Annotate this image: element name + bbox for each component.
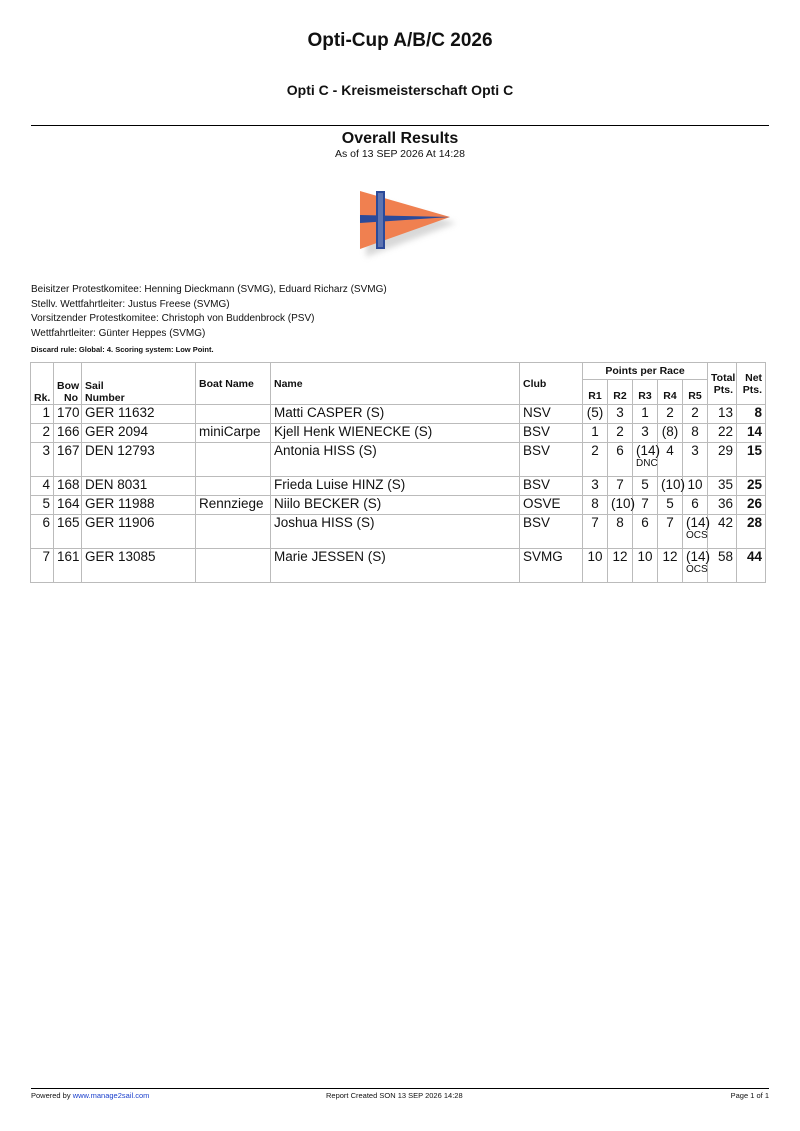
race-score-cell: [633, 549, 658, 583]
table-row: [31, 405, 766, 424]
boat-name-cell: Rennziege: [196, 496, 271, 515]
total-points-cell: 42: [708, 515, 737, 549]
bow-cell: 165: [54, 515, 82, 549]
race-score-cell: [633, 496, 658, 515]
rank-cell: 2: [31, 424, 54, 443]
net-points-cell: 15: [737, 443, 766, 477]
col-club-header: Club: [520, 363, 583, 405]
race-score-cell: [658, 443, 683, 477]
boat-name-cell: [196, 549, 271, 583]
col-race-header: R1: [583, 380, 608, 405]
race-score-cell: [608, 424, 633, 443]
race-score-cell: [683, 477, 708, 496]
race-score-cell: [683, 549, 711, 583]
race-score: (8): [661, 424, 679, 439]
race-score: 2: [616, 424, 624, 439]
table-row: [31, 443, 766, 477]
sailor-name-cell: Antonia HISS (S): [271, 443, 520, 477]
table-row: [31, 496, 766, 515]
net-points-cell: 14: [737, 424, 766, 443]
net-points-cell: 44: [737, 549, 766, 583]
race-score-cell: [583, 496, 608, 515]
total-points-cell: 22: [708, 424, 737, 443]
footer-powered-by: Powered by www.manage2sail.com: [31, 1091, 150, 1100]
boat-name-cell: [196, 477, 271, 496]
discard-rule: Discard rule: Global: 4. Scoring system: Low Point.: [31, 345, 214, 354]
race-score-cell: [633, 424, 658, 443]
race-score: 7: [641, 496, 649, 511]
race-score-cell: [583, 515, 608, 549]
race-score-cell: [608, 515, 633, 549]
official-line: Vorsitzender Protestkomitee: Christoph von Buddenbrock (PSV): [31, 313, 315, 324]
footer-divider: [31, 1088, 769, 1089]
net-points-cell: 28: [737, 515, 766, 549]
race-score-cell: [583, 424, 608, 443]
total-points-cell: 29: [708, 443, 737, 477]
boat-name-cell: [196, 405, 271, 424]
club-cell: BSV: [520, 515, 583, 549]
sail-number-cell: GER 13085: [82, 549, 196, 583]
rank-cell: 4: [31, 477, 54, 496]
race-score: 2: [666, 405, 674, 420]
race-score-cell: [658, 549, 683, 583]
club-cell: BSV: [520, 443, 583, 477]
sail-number-cell: GER 11988: [82, 496, 196, 515]
race-score: 7: [591, 515, 599, 530]
race-score: 2: [591, 443, 599, 458]
rank-cell: 5: [31, 496, 54, 515]
total-points-cell: 58: [708, 549, 737, 583]
sailing-flag-icon: [352, 183, 462, 275]
race-score: 7: [666, 515, 674, 530]
race-score-cell: [633, 443, 661, 477]
race-score: 1: [591, 424, 599, 439]
race-score-cell: [683, 443, 708, 477]
race-score: 12: [612, 549, 628, 564]
penalty-code: DNC: [636, 458, 658, 469]
sailor-name-cell: Kjell Henk WIENECKE (S): [271, 424, 520, 443]
table-row: [31, 424, 766, 443]
race-score: 3: [691, 443, 699, 458]
footer-created: Report Created SON 13 SEP 2026 14:28: [326, 1091, 463, 1100]
club-cell: BSV: [520, 424, 583, 443]
table-row: [31, 549, 766, 583]
sailor-name-cell: Marie JESSEN (S): [271, 549, 520, 583]
race-score-cell: [658, 424, 683, 443]
club-cell: BSV: [520, 477, 583, 496]
footer-page: Page 1 of 1: [730, 1091, 769, 1100]
sail-number-cell: GER 11906: [82, 515, 196, 549]
race-score: (10): [661, 477, 686, 492]
race-score: (10): [611, 496, 636, 511]
event-title: Opti-Cup A/B/C 2026: [307, 30, 493, 51]
race-score-cell: [608, 477, 633, 496]
race-score: 3: [591, 477, 599, 492]
header-divider: [31, 125, 769, 126]
race-score: (14): [636, 443, 661, 458]
race-score-cell: [683, 424, 708, 443]
col-total-header: Total Pts.: [708, 363, 737, 405]
bow-cell: 167: [54, 443, 82, 477]
race-score-cell: [683, 405, 708, 424]
sailor-name-cell: Matti CASPER (S): [271, 405, 520, 424]
race-score-cell: [633, 477, 658, 496]
net-points-cell: 25: [737, 477, 766, 496]
boat-name-cell: [196, 515, 271, 549]
sail-number-cell: GER 2094: [82, 424, 196, 443]
col-bow-header: Bow No: [54, 363, 82, 405]
race-score: (14): [686, 515, 711, 530]
col-name-header: Name: [271, 363, 520, 405]
results-heading: Overall Results: [341, 130, 459, 147]
sail-number-cell: GER 11632: [82, 405, 196, 424]
sail-number-cell: DEN 12793: [82, 443, 196, 477]
race-score-cell: [658, 477, 686, 496]
col-race-header: R4: [658, 380, 683, 405]
club-cell: OSVE: [520, 496, 583, 515]
rank-cell: 6: [31, 515, 54, 549]
race-score: 2: [691, 405, 699, 420]
sailor-name-cell: Niilo BECKER (S): [271, 496, 520, 515]
race-score-cell: [608, 443, 633, 477]
col-net-header: Net Pts.: [737, 363, 766, 405]
race-score-cell: [683, 496, 708, 515]
table-header-row: [31, 363, 766, 380]
race-score-cell: [683, 515, 711, 549]
race-score-cell: [633, 515, 658, 549]
boat-name-cell: [196, 443, 271, 477]
penalty-code: OCS: [686, 530, 708, 541]
boat-name-cell: miniCarpe: [196, 424, 271, 443]
race-score: 5: [641, 477, 649, 492]
sail-number-cell: DEN 8031: [82, 477, 196, 496]
net-points-cell: 26: [737, 496, 766, 515]
club-cell: NSV: [520, 405, 583, 424]
bow-cell: 170: [54, 405, 82, 424]
race-score: 8: [691, 424, 699, 439]
results-date: As of 13 SEP 2026 At 14:28: [335, 148, 465, 160]
table-row: [31, 515, 766, 549]
race-score-cell: [583, 477, 608, 496]
race-score-cell: [583, 549, 608, 583]
col-race-header: R2: [608, 380, 633, 405]
race-score: 5: [666, 496, 674, 511]
race-score: 6: [616, 443, 624, 458]
bow-cell: 166: [54, 424, 82, 443]
race-score-cell: [633, 405, 658, 424]
race-score: 10: [587, 549, 603, 564]
race-score-cell: [583, 405, 608, 424]
race-score: (14): [686, 549, 711, 564]
race-score-cell: [608, 549, 633, 583]
class-subtitle: Opti C - Kreismeisterschaft Opti C: [286, 82, 514, 98]
officials-list: [31, 283, 387, 341]
race-score: 4: [666, 443, 674, 458]
sailor-name-cell: Frieda Luise HINZ (S): [271, 477, 520, 496]
bow-cell: 164: [54, 496, 82, 515]
col-sail-header: Sail Number: [82, 363, 196, 405]
col-rank-header: Rk.: [31, 363, 54, 405]
race-score: 1: [641, 405, 649, 420]
race-score-cell: [658, 515, 683, 549]
rank-cell: 7: [31, 549, 54, 583]
race-score: (5): [586, 405, 604, 420]
race-score-cell: [608, 496, 636, 515]
footer-link[interactable]: www.manage2sail.com: [72, 1091, 150, 1100]
race-score: 10: [637, 549, 653, 564]
penalty-code: OCS: [686, 564, 708, 575]
race-score: 8: [591, 496, 599, 511]
col-boat-header: Boat Name: [196, 363, 271, 405]
race-score: 6: [641, 515, 649, 530]
official-line: Stellv. Wettfahrtleiter: Justus Freese (SVMG): [31, 298, 230, 310]
official-line: Beisitzer Protestkomitee: Henning Dieckmann (SVMG), Eduard Richarz (SVMG): [31, 284, 387, 295]
rank-cell: 3: [31, 443, 54, 477]
col-race-header: R5: [683, 380, 708, 405]
points-per-race-header: Points per Race: [583, 363, 708, 380]
race-score: 7: [616, 477, 624, 492]
official-line: Wettfahrtleiter: Günter Heppes (SVMG): [31, 327, 206, 339]
race-score: 8: [616, 515, 624, 530]
col-race-header: R3: [633, 380, 658, 405]
race-score: 3: [616, 405, 624, 420]
race-score: 10: [687, 477, 703, 492]
net-points-cell: 8: [737, 405, 766, 424]
race-score-cell: [658, 496, 683, 515]
results-table: [30, 362, 766, 583]
race-score-cell: [608, 405, 633, 424]
total-points-cell: 36: [708, 496, 737, 515]
bow-cell: 161: [54, 549, 82, 583]
total-points-cell: 13: [708, 405, 737, 424]
race-score: 6: [691, 496, 699, 511]
race-score-cell: [658, 405, 683, 424]
table-row: [31, 477, 766, 496]
sailor-name-cell: Joshua HISS (S): [271, 515, 520, 549]
race-score-cell: [583, 443, 608, 477]
club-cell: SVMG: [520, 549, 583, 583]
race-score: 12: [662, 549, 678, 564]
bow-cell: 168: [54, 477, 82, 496]
rank-cell: 1: [31, 405, 54, 424]
total-points-cell: 35: [708, 477, 737, 496]
race-score: 3: [641, 424, 649, 439]
